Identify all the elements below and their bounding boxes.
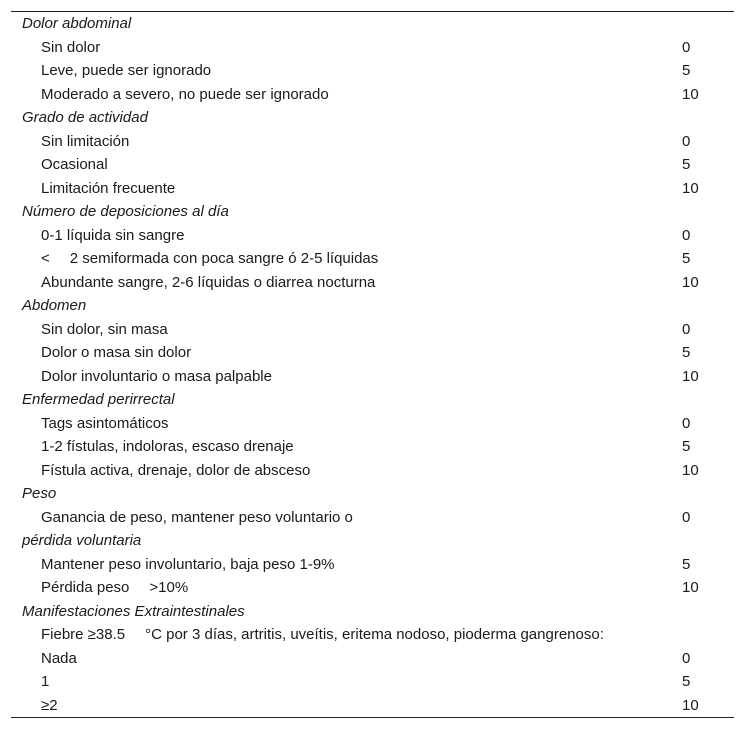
row-label-text: 2 semiformada con poca sangre ó 2-5 líquidas [69,250,379,267]
row-label: Ocasional [41,156,108,173]
row-score: 5 [682,250,691,267]
section-header [11,106,734,130]
row-score: 0 [682,38,691,56]
row-score: 10 [682,367,699,385]
row-score: 10 [682,273,699,291]
table-row [11,623,734,647]
table-row [11,412,734,436]
table-row [11,177,734,201]
row-label [41,623,604,647]
table-row [11,224,734,248]
section-header [11,294,734,318]
table-row [11,506,734,530]
row-label: 1-2 fístulas, indoloras, escaso drenaje [41,438,294,455]
section-header [11,600,734,624]
row-label [41,576,188,600]
row-label: ≥2 [41,696,58,714]
section-title: Enfermedad perirrectal [22,391,175,408]
row-label: Limitación frecuente [41,179,176,197]
row-score: 5 [682,62,691,79]
section-header [11,200,734,224]
row-score: 10 [682,579,699,596]
section-header [11,388,734,412]
row-score: 0 [682,508,691,526]
score-table [11,11,734,718]
row-label-text: Fiebre ≥38.5 [41,626,126,643]
greater-than-value: >10% [149,579,189,596]
row-label: Abundante sangre, 2-6 líquidas o diarrea nocturna [41,273,376,291]
row-label: Ganancia de peso, mantener peso voluntario o [41,508,353,526]
table-row [11,694,734,718]
row-label: Tags asintomáticos [41,414,169,432]
section-title: Peso [22,485,57,502]
row-score: 5 [682,344,691,361]
table-row [11,365,734,389]
section-title: Grado de actividad [22,109,148,126]
table-row [11,83,734,107]
table-row [11,130,734,154]
table-row [11,647,734,671]
row-score: 0 [682,132,691,150]
row-score: 10 [682,696,699,714]
row-label: Sin dolor [41,38,101,56]
row-label: 1 [41,673,50,690]
row-label-text: Pérdida peso [41,579,130,596]
row-label: Fístula activa, drenaje, dolor de absceso [41,461,311,479]
row-label: Dolor involuntario o masa palpable [41,367,272,385]
less-than-symbol: < [41,250,50,267]
table-row [11,576,734,600]
section-title: Dolor abdominal [22,15,132,32]
row-score: 5 [682,156,691,173]
section-header [11,529,734,553]
row-score: 5 [682,438,691,455]
row-score: 0 [682,320,691,338]
table-row [11,247,734,271]
table-row [11,459,734,483]
row-label: Dolor o masa sin dolor [41,344,192,361]
row-label: 0-1 líquida sin sangre [41,226,185,244]
row-label: Leve, puede ser ignorado [41,62,212,79]
section-title: Número de deposiciones al día [22,203,229,220]
row-score: 5 [682,673,691,690]
row-label: Nada [41,649,77,667]
row-score: 10 [682,461,699,479]
table-row [11,670,734,694]
table-row [11,553,734,577]
row-score: 0 [682,226,691,244]
section-title: pérdida voluntaria [22,532,142,549]
table-row [11,59,734,83]
table-row [11,435,734,459]
table-row [11,36,734,60]
row-score: 0 [682,414,691,432]
row-label: Sin limitación [41,132,130,150]
row-score: 10 [682,85,699,103]
table-row [11,153,734,177]
table-row [11,318,734,342]
section-title: Manifestaciones Extraintestinales [22,602,245,620]
section-title: Abdomen [22,297,87,314]
row-score: 10 [682,179,699,197]
row-label [41,247,378,271]
section-header [11,482,734,506]
row-label: Moderado a severo, no puede ser ignorado [41,85,329,103]
row-label-continuation: °C por 3 días, artritis, uveítis, eritema nodoso, pioderma gangrenoso: [145,626,604,643]
table-row [11,271,734,295]
row-label: Sin dolor, sin masa [41,320,168,338]
table-row [11,341,734,365]
section-header [11,12,734,36]
row-score: 0 [682,649,691,667]
row-score: 5 [682,555,691,573]
row-label: Mantener peso involuntario, baja peso 1-9% [41,555,335,573]
